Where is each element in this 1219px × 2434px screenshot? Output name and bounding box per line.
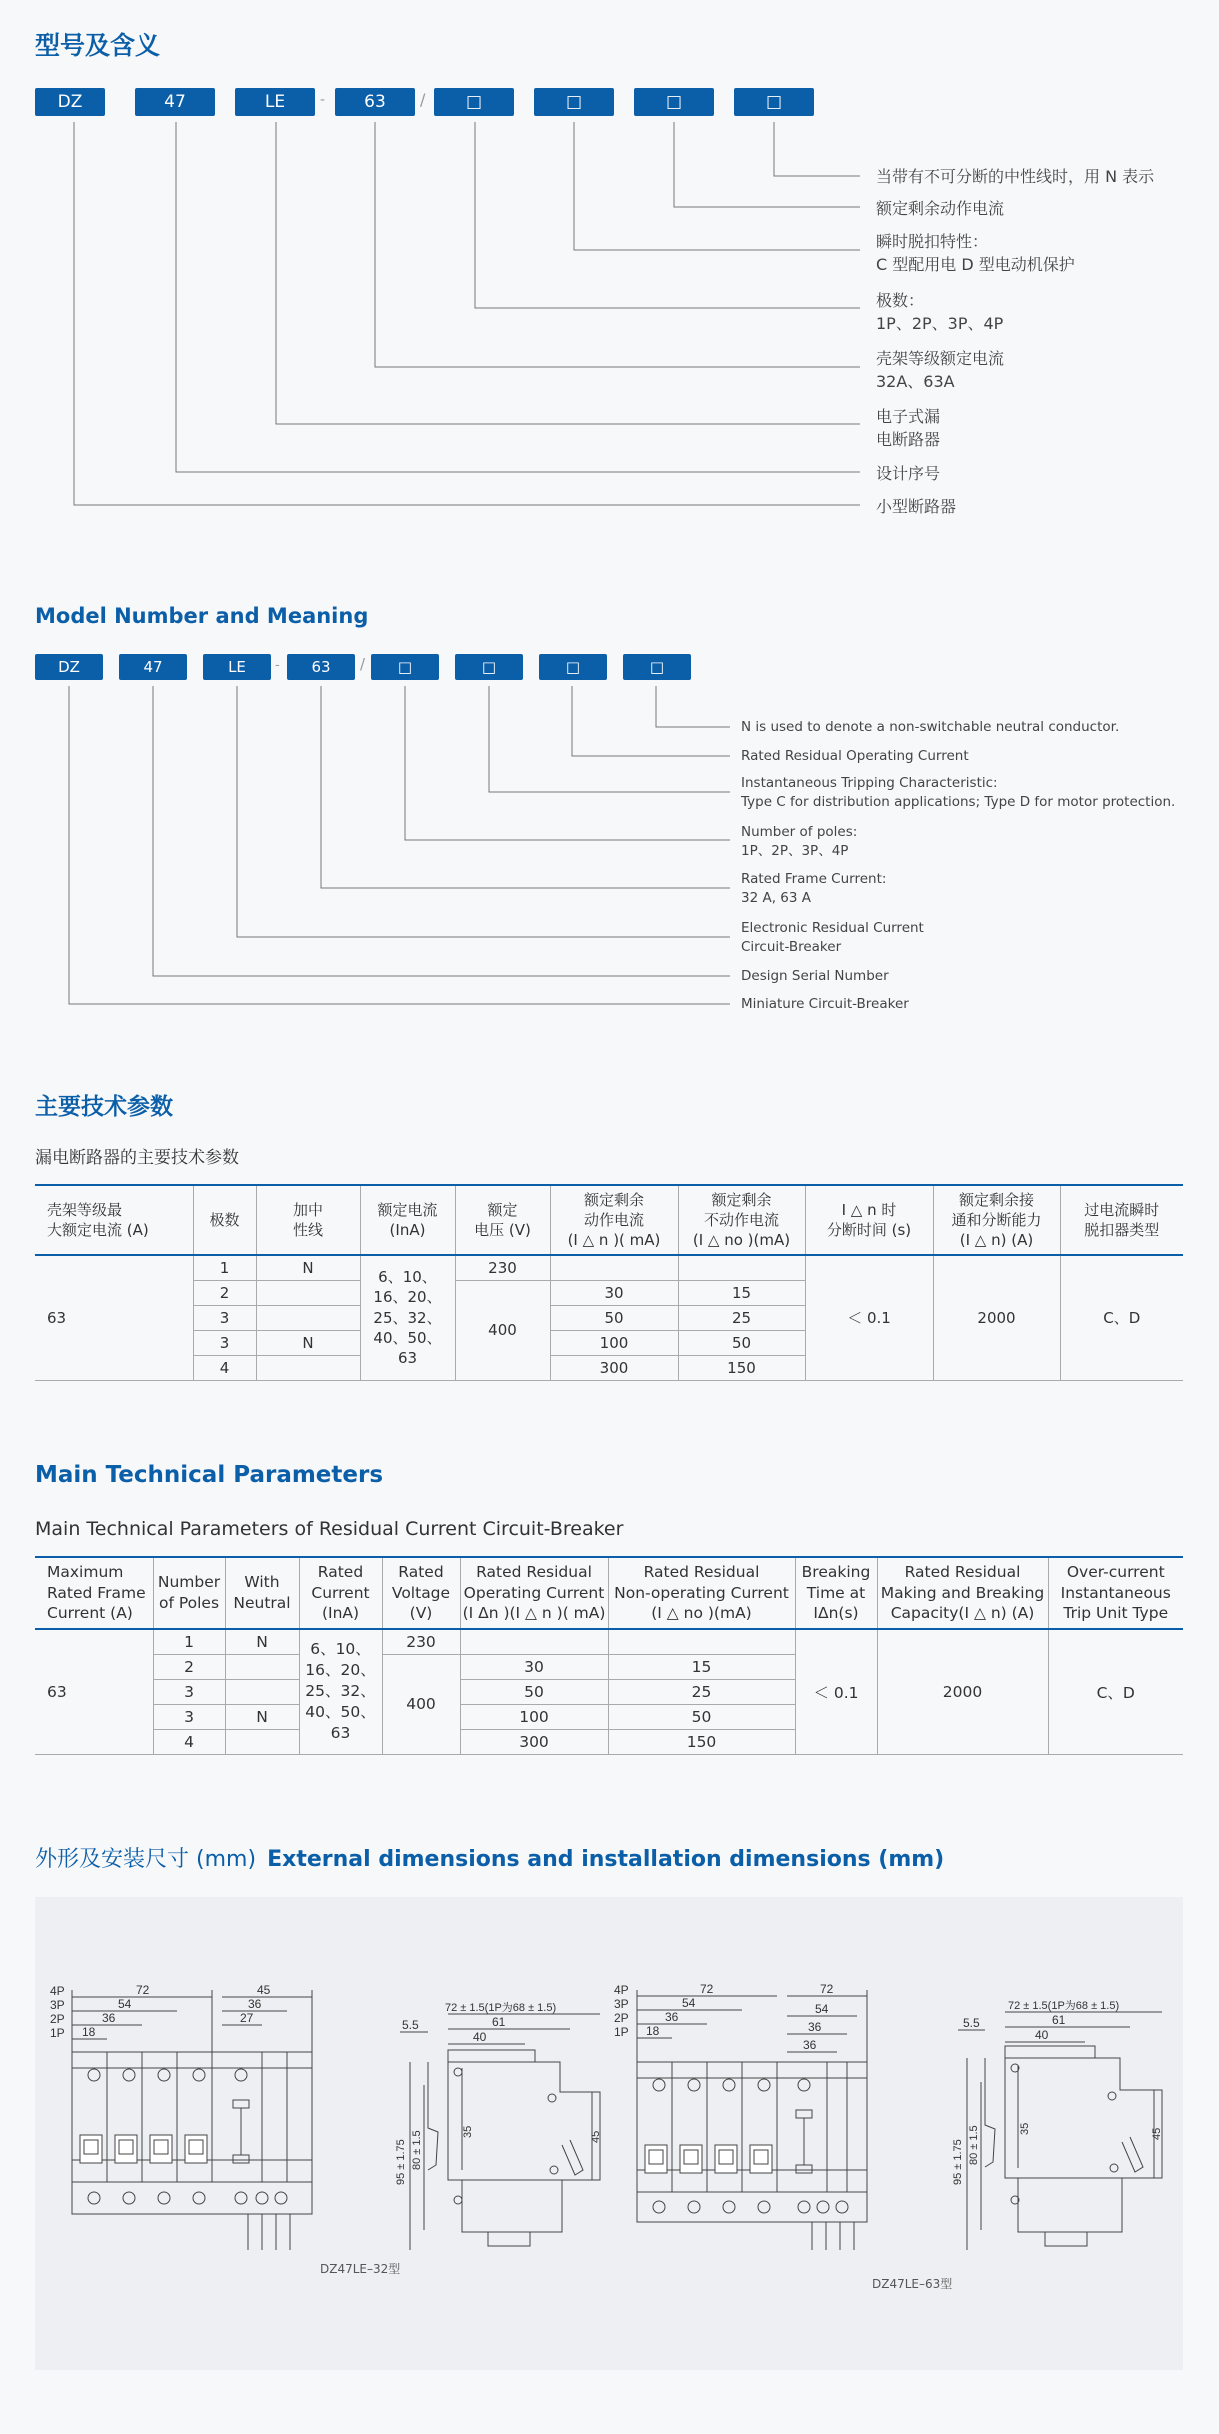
- hdr-frame-2: 大额定电流 (A): [47, 1221, 149, 1239]
- cell-nonop: 50: [608, 1704, 795, 1729]
- hdr-nonop-3: (I △ no )(mA): [651, 1604, 752, 1623]
- cell-nonop: 50: [678, 1330, 805, 1355]
- label-frame-current: 壳架等级额定电流: [876, 349, 1005, 368]
- model-box-neutral-en: □: [623, 654, 691, 680]
- current-line: 6、10、: [378, 1268, 437, 1287]
- cell-frame: 63: [35, 1255, 193, 1380]
- dim-side-top: 72 ± 1.5(1P为68 ± 1.5): [445, 2002, 557, 2014]
- cell-frame: 63: [35, 1629, 153, 1754]
- cell-poles: 3: [153, 1679, 225, 1704]
- cell-neutral: N: [225, 1704, 299, 1729]
- model-box-neutral: □: [734, 88, 814, 116]
- cell-op: 300: [460, 1729, 608, 1754]
- dim-side-80: 80 ± 1.5: [411, 2130, 423, 2170]
- dim-module-label: 36: [248, 1997, 262, 2011]
- cell-time: ＜ 0.1: [805, 1255, 933, 1380]
- hdr-op-2: Operating Current: [463, 1583, 605, 1602]
- hdr-trip-1: 过电流瞬时: [1084, 1200, 1160, 1219]
- dim-width-label: 72: [700, 1982, 714, 1996]
- label-frame-current-en: Rated Frame Current:: [741, 871, 887, 887]
- dz47le63-side-view: [958, 2012, 1162, 2250]
- zh-params-title: 主要技术参数: [35, 1094, 173, 1120]
- cell-op: 50: [460, 1679, 608, 1704]
- cell-time: ＜ 0.1: [795, 1629, 877, 1754]
- cell-trip: C、D: [1048, 1629, 1183, 1754]
- cell-op: 30: [460, 1654, 608, 1679]
- dim-side-61: 61: [1052, 2013, 1066, 2027]
- hdr-voltage-1: 额定: [487, 1200, 518, 1219]
- label-neutral-en: N is used to denote a non-switchable neutral conductor.: [741, 719, 1120, 735]
- dim-width-label: 54: [682, 1996, 696, 2010]
- dim-pole-label: 1P: [614, 2025, 629, 2039]
- dim-pole-label: 2P: [50, 2012, 65, 2026]
- cell-poles: 3: [193, 1330, 256, 1355]
- hdr-nonop-2: Non-operating Current: [614, 1583, 789, 1602]
- dim-pole-label: 4P: [50, 1984, 65, 1998]
- hdr-nonop-3: (I △ no )(mA): [692, 1231, 791, 1250]
- dim-side-45: 45: [1151, 2127, 1163, 2140]
- model-box-le-en: LE: [203, 654, 271, 680]
- hdr-neutral-2: Neutral: [233, 1594, 291, 1612]
- hdr-cap-2: 通和分断能力: [951, 1210, 1042, 1229]
- zh-params-subtitle: 漏电断路器的主要技术参数: [35, 1148, 239, 1168]
- cell-voltage-230: 230: [455, 1255, 550, 1280]
- hdr-neutral-1: With: [244, 1573, 280, 1592]
- dim-module-label: 36: [803, 2038, 817, 2052]
- label-trip-char: 瞬时脱扣特性：: [876, 232, 989, 251]
- hdr-time-2: 分断时间 (s): [826, 1221, 912, 1239]
- hdr-time-3: IΔn(s): [813, 1604, 859, 1623]
- model-sep-dash: -: [320, 92, 326, 108]
- hdr-voltage-2: 电压 (V): [474, 1221, 531, 1239]
- label-frame-current-detail-en: 32 A, 63 A: [741, 890, 811, 906]
- caption-dz47le32: DZ47LE–32型: [320, 2262, 401, 2276]
- current-line: 16、20、: [373, 1288, 442, 1307]
- model-box-dz: DZ: [35, 88, 105, 116]
- hdr-frame-2: Rated Frame: [47, 1583, 146, 1602]
- zh-model-title: 型号及含义: [35, 31, 161, 60]
- dim-side-40: 40: [473, 2030, 487, 2044]
- hdr-trip-1: Over-current: [1066, 1562, 1165, 1581]
- cell-op: 50: [550, 1305, 678, 1330]
- model-sep-dash-en: -: [275, 658, 280, 673]
- cell-nonop: 150: [678, 1355, 805, 1380]
- dz47le32-front-view: [72, 1990, 312, 2250]
- label-mcb-en: Miniature Circuit-Breaker: [741, 996, 909, 1012]
- model-box-poles-en: □: [371, 654, 439, 680]
- dim-side-55: 5.5: [402, 2018, 419, 2032]
- hdr-frame-3: Current (A): [47, 1604, 133, 1623]
- cell-poles: 2: [153, 1654, 225, 1679]
- caption-dz47le63: DZ47LE–63型: [872, 2277, 953, 2291]
- hdr-time-2: Time at: [806, 1583, 866, 1602]
- dim-width-label: 72: [136, 1983, 150, 1997]
- current-line: 16、20、: [305, 1661, 376, 1680]
- dim-side-35: 35: [1019, 2122, 1031, 2135]
- hdr-neutral-2: 性线: [292, 1221, 323, 1239]
- dim-module-label: 27: [240, 2011, 254, 2025]
- dz47le63-front-labels: [614, 1982, 834, 2052]
- cell-nonop: 15: [608, 1654, 795, 1679]
- model-box-current-en: □: [539, 654, 607, 680]
- dz47le32-side-view: [400, 2014, 600, 2250]
- hdr-nonop-1: 额定剩余: [711, 1190, 772, 1209]
- label-residual-current: 额定剩余动作电流: [876, 199, 1005, 218]
- hdr-op-3: (I △ n )( mA): [567, 1231, 661, 1250]
- cell-nonop: 25: [678, 1305, 805, 1330]
- hdr-op-2: 动作电流: [583, 1210, 644, 1229]
- cell-voltage-400: 400: [382, 1654, 460, 1754]
- hdr-trip-2: Instantaneous: [1060, 1583, 1171, 1602]
- dim-side-95: 95 ± 1.75: [395, 2139, 407, 2185]
- hdr-poles-1: Number: [157, 1573, 221, 1592]
- label-electronic-2-en: Circuit-Breaker: [741, 939, 842, 955]
- dim-module-label: 45: [257, 1983, 271, 1997]
- hdr-neutral-1: 加中: [292, 1200, 323, 1219]
- hdr-voltage-3: (V): [409, 1604, 433, 1623]
- model-box-47-en: 47: [119, 654, 187, 680]
- hdr-cap-2: Making and Breaking: [880, 1583, 1045, 1602]
- model-sep-slash: /: [420, 90, 426, 109]
- hdr-time-1: Breaking: [801, 1562, 871, 1581]
- cell-op: 300: [550, 1355, 678, 1380]
- dim-module-label: 54: [815, 2002, 829, 2016]
- cell-poles: 1: [153, 1629, 225, 1654]
- dimensions-title-zh: 外形及安装尺寸 (mm): [35, 1847, 257, 1872]
- model-box-47: 47: [135, 88, 215, 116]
- hdr-cap-3: Capacity(I △ n) (A): [890, 1604, 1035, 1623]
- current-line: 25、32、: [305, 1682, 376, 1701]
- label-frame-current-detail: 32A、63A: [876, 372, 955, 391]
- cell-poles: 3: [193, 1305, 256, 1330]
- current-line: 40、50、: [305, 1703, 376, 1722]
- hdr-op-1: Rated Residual: [476, 1562, 592, 1581]
- cell-neutral: N: [256, 1255, 360, 1280]
- cell-op: 30: [550, 1280, 678, 1305]
- en-params-title: Main Technical Parameters: [35, 1462, 384, 1488]
- label-poles-detail: 1P、2P、3P、4P: [876, 314, 1004, 333]
- hdr-voltage-2: Voltage: [391, 1583, 451, 1602]
- label-serial: 设计序号: [876, 464, 941, 483]
- dim-width-label: 18: [646, 2024, 660, 2038]
- hdr-frame-1: Maximum: [47, 1562, 124, 1581]
- label-neutral: 当带有不可分断的中性线时，用 N 表示: [876, 167, 1155, 186]
- dim-pole-label: 4P: [614, 1983, 629, 1997]
- cell-poles: 4: [153, 1729, 225, 1754]
- hdr-cap-3: (I △ n) (A): [959, 1231, 1034, 1250]
- label-mcb: 小型断路器: [876, 497, 957, 516]
- dim-pole-label: 3P: [50, 1998, 65, 2012]
- dim-side-40: 40: [1035, 2028, 1049, 2042]
- label-trip-char-en: Instantaneous Tripping Characteristic:: [741, 775, 998, 791]
- hdr-current-2: Current: [311, 1583, 370, 1602]
- current-line: 63: [397, 1349, 418, 1368]
- hdr-nonop-2: 不动作电流: [703, 1210, 779, 1229]
- label-residual-current-en: Rated Residual Operating Current: [741, 748, 969, 764]
- label-serial-en: Design Serial Number: [741, 968, 889, 984]
- cell-poles: 3: [153, 1704, 225, 1729]
- en-params-subtitle: Main Technical Parameters of Residual Current Circuit-Breaker: [35, 1518, 624, 1540]
- current-line: 63: [330, 1724, 351, 1743]
- hdr-op-1: 额定剩余: [583, 1190, 644, 1209]
- dim-side-80: 80 ± 1.5: [968, 2125, 980, 2165]
- dim-side-35: 35: [462, 2125, 474, 2138]
- label-poles: 极数：: [876, 291, 925, 310]
- model-box-trip-en: □: [455, 654, 523, 680]
- model-sep-slash-en: /: [360, 655, 366, 673]
- dim-side-55: 5.5: [963, 2016, 980, 2030]
- model-box-63: 63: [335, 88, 415, 116]
- dim-width-label: 36: [665, 2010, 679, 2024]
- model-box-poles: □: [434, 88, 514, 116]
- cell-voltage-230: 230: [382, 1629, 460, 1654]
- model-box-current: □: [634, 88, 714, 116]
- hdr-voltage-1: Rated: [398, 1562, 444, 1581]
- label-electronic: 电子式漏: [876, 407, 941, 426]
- current-line: 40、50、: [373, 1328, 442, 1347]
- cell-nonop: 150: [608, 1729, 795, 1754]
- hdr-time-1: I △ n 时: [841, 1200, 897, 1219]
- hdr-nonop-1: Rated Residual: [643, 1562, 760, 1581]
- label-electronic-en: Electronic Residual Current: [741, 920, 924, 936]
- label-electronic-2: 电断路器: [876, 430, 941, 449]
- hdr-current-1: 额定电流: [377, 1200, 438, 1219]
- hdr-op-3: (I Δn )(I △ n )( mA): [462, 1604, 606, 1623]
- model-box-dz-en: DZ: [35, 654, 103, 680]
- cell-op: 100: [460, 1704, 608, 1729]
- dim-module-label: 36: [808, 2020, 822, 2034]
- cell-poles: 1: [193, 1255, 256, 1280]
- label-poles-detail-en: 1P、2P、3P、4P: [741, 843, 849, 859]
- dim-module-label: 72: [820, 1982, 834, 1996]
- hdr-current-3: (InA): [321, 1604, 360, 1623]
- label-poles-en: Number of poles:: [741, 824, 858, 840]
- dim-side-95: 95 ± 1.75: [952, 2139, 964, 2185]
- label-trip-char-detail: C 型配用电 D 型电动机保护: [876, 255, 1075, 274]
- cell-neutral: N: [256, 1330, 360, 1355]
- cell-voltage-400: 400: [455, 1280, 550, 1380]
- label-trip-char-detail-en: Type C for distribution applications; Type D for motor protection.: [741, 794, 1176, 810]
- cell-poles: 4: [193, 1355, 256, 1380]
- cell-capacity: 2000: [933, 1255, 1060, 1380]
- dim-width-label: 54: [118, 1997, 132, 2011]
- hdr-cap-1: Rated Residual: [904, 1562, 1021, 1581]
- hdr-current-1: Rated: [317, 1562, 364, 1581]
- cell-capacity: 2000: [877, 1629, 1048, 1754]
- model-box-63-en: 63: [287, 654, 355, 680]
- dim-side-45: 45: [590, 2130, 602, 2143]
- cell-nonop: 25: [608, 1679, 795, 1704]
- cell-trip: C、D: [1060, 1255, 1183, 1380]
- current-line: 25、32、: [373, 1308, 442, 1327]
- hdr-trip-2: 脱扣器类型: [1084, 1221, 1160, 1239]
- dz47le63-side-labels: [952, 1998, 1163, 2185]
- hdr-current-2: (InA): [389, 1221, 426, 1239]
- hdr-trip-3: Trip Unit Type: [1063, 1604, 1169, 1623]
- dimensions-title-en: External dimensions and installation dimensions (mm): [267, 1847, 945, 1872]
- dim-pole-label: 1P: [50, 2026, 65, 2040]
- dim-pole-label: 3P: [614, 1997, 629, 2011]
- hdr-poles: 极数: [209, 1210, 240, 1229]
- dim-pole-label: 2P: [614, 2011, 629, 2025]
- dim-width-label: 18: [82, 2025, 96, 2039]
- dz47le63-front-view: [637, 1990, 867, 2250]
- model-box-le: LE: [235, 88, 315, 116]
- cell-op: 100: [550, 1330, 678, 1355]
- model-box-trip: □: [534, 88, 614, 116]
- hdr-cap-1: 额定剩余接: [958, 1190, 1034, 1209]
- dim-side-top: 72 ± 1.5(1P为68 ± 1.5): [1008, 2000, 1120, 2012]
- hdr-poles-2: of Poles: [158, 1594, 220, 1612]
- en-model-title: Model Number and Meaning: [35, 604, 369, 628]
- cell-nonop: 15: [678, 1280, 805, 1305]
- hdr-frame-1: 壳架等级最: [47, 1200, 123, 1219]
- dim-side-61: 61: [492, 2015, 506, 2029]
- cell-neutral: N: [225, 1629, 299, 1654]
- cell-poles: 2: [193, 1280, 256, 1305]
- dim-width-label: 36: [102, 2011, 116, 2025]
- current-line: 6、10、: [310, 1640, 371, 1659]
